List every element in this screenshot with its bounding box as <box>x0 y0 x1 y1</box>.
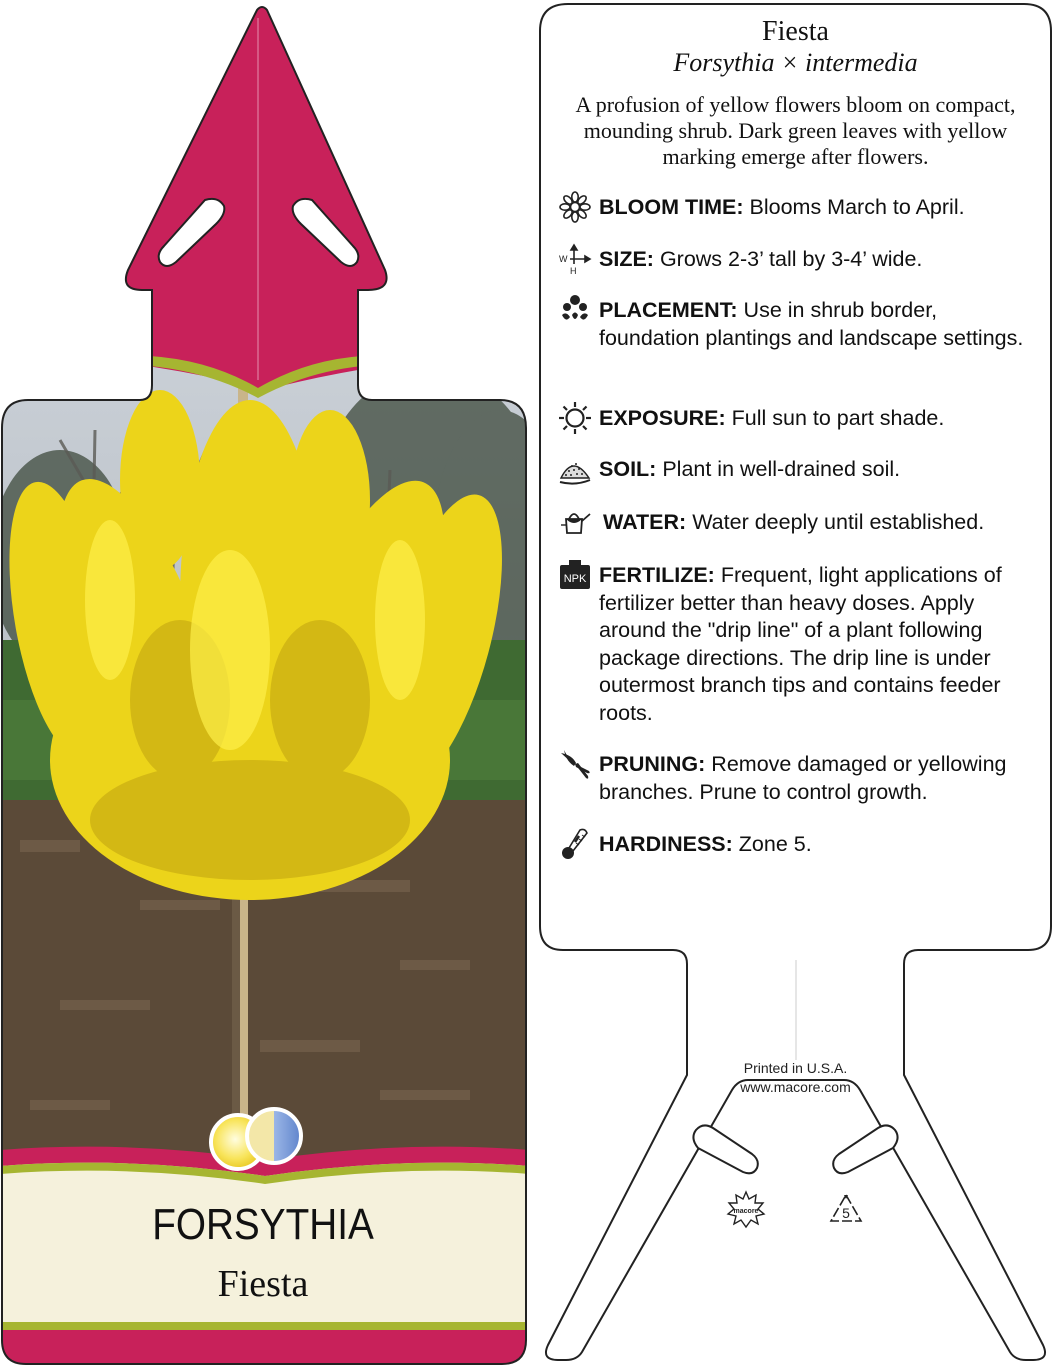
sun-icon <box>558 401 592 435</box>
watering-can-icon <box>558 505 592 539</box>
part-shade-icon <box>247 1109 301 1163</box>
plant-cultivar-name: Fiesta <box>217 1263 309 1305</box>
thermometer-icon <box>558 827 592 861</box>
latin-name: Forsythia × intermedia <box>673 48 918 77</box>
care-label: PRUNING: <box>599 752 706 776</box>
care-value: Zone 5. <box>738 832 812 856</box>
care-label: FERTILIZE: <box>599 563 715 587</box>
care-value: Grows 2-3’ tall by 3-4’ wide. <box>659 247 923 271</box>
recycle-number: 5 <box>842 1205 850 1221</box>
size-arrows-icon <box>558 242 592 276</box>
plant-description: A profusion of yellow flowers bloom on compact, mounding shrub. Dark green leaves with yellow marking emerge after flowers. <box>575 92 1016 169</box>
plant-common-name: FORSYTHIA <box>152 1200 374 1249</box>
macore-logo <box>726 1190 766 1230</box>
care-value: Remove damaged or yellowing branches. Prune to control growth. <box>599 752 1007 804</box>
size-w-letter: W <box>559 254 568 264</box>
care-label: SOIL: <box>599 457 657 481</box>
npk-fertilizer-icon <box>558 558 592 592</box>
care-value: Full sun to part shade. <box>731 406 945 430</box>
care-label: HARDINESS: <box>599 832 733 856</box>
macore-logo-text: macore <box>733 1208 759 1215</box>
printed-in: Printed in U.S.A. <box>743 1060 848 1076</box>
care-label: PLACEMENT: <box>599 298 738 322</box>
care-label: SIZE: <box>599 247 654 271</box>
soil-icon <box>558 452 592 486</box>
back-slot-left <box>693 1125 757 1173</box>
care-label: BLOOM TIME: <box>599 195 744 219</box>
recycle-icon <box>828 1192 864 1226</box>
size-h-letter: H <box>570 266 577 276</box>
care-value: Water deeply until established. <box>692 510 985 534</box>
care-label: EXPOSURE: <box>599 406 726 430</box>
care-value: Frequent, light applications of fertilizer better than heavy doses. Apply around the "drip line" of a plant following package directions. The drip line is under outermost branch tips and contains feeder roots. <box>599 563 1002 725</box>
website: www.macore.com <box>740 1079 851 1095</box>
care-value: Plant in well-drained soil. <box>662 457 901 481</box>
care-value: Use in shrub border, foundation plantings and landscape settings. <box>599 298 1024 350</box>
back-title: Fiesta <box>762 16 829 47</box>
back-tag <box>538 0 1053 1369</box>
back-slot-right <box>833 1125 897 1173</box>
plants-icon <box>558 293 592 327</box>
forsythia-photo <box>0 360 530 1200</box>
pruners-icon <box>558 747 592 781</box>
npk-text: NPK <box>563 573 587 585</box>
care-label: WATER: <box>603 510 687 534</box>
flower-icon <box>558 190 592 224</box>
care-value: Blooms March to April. <box>749 195 965 219</box>
